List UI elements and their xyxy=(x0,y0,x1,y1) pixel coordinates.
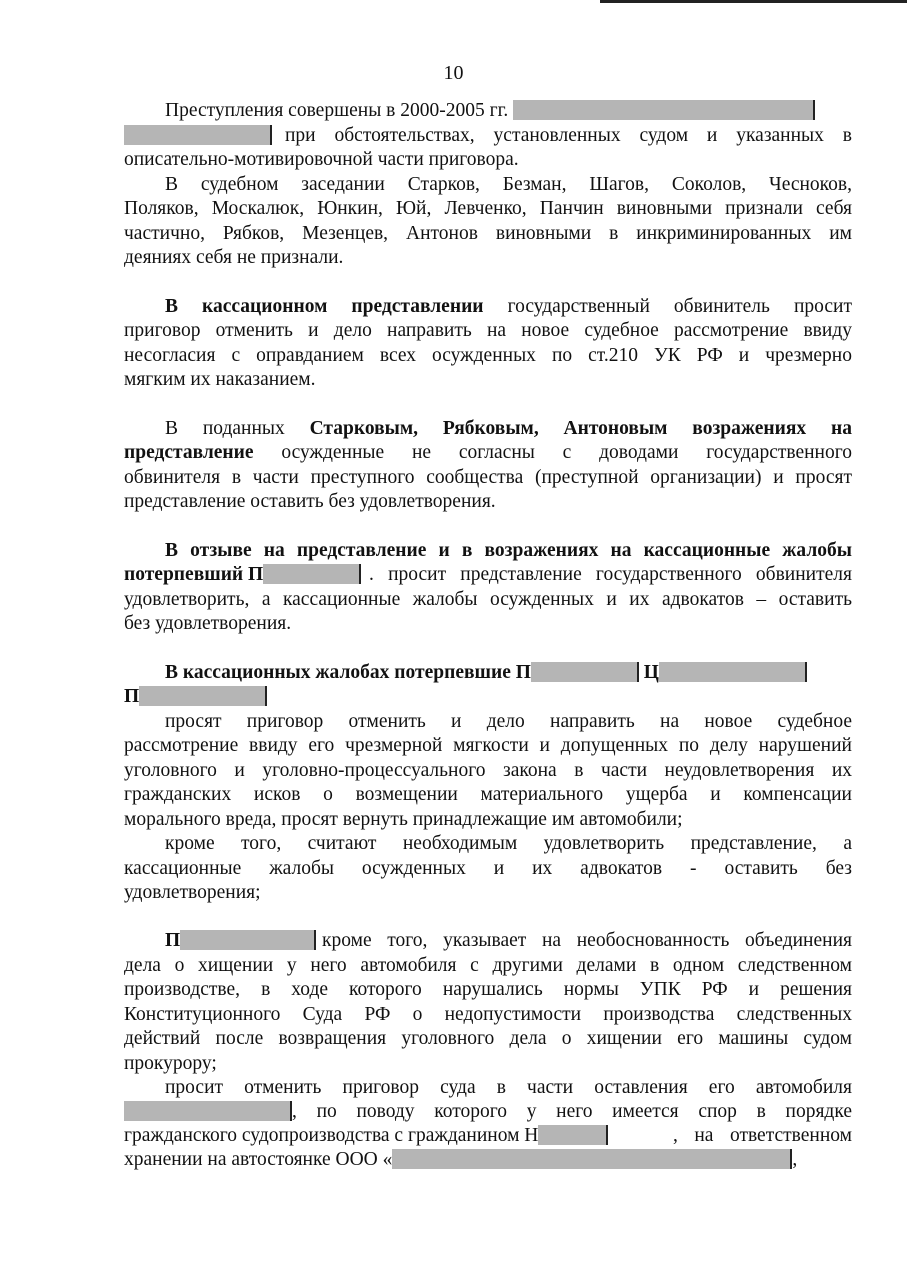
p7-line-6: прокурору; xyxy=(124,1053,217,1074)
p5-line-4: без удовлетворения. xyxy=(124,613,292,634)
top-border-line xyxy=(600,0,907,3)
p6-line-10: удовлетворения; xyxy=(124,882,261,903)
p2-line-2: Поляков, Москалюк, Юнкин, Юй, Левченко, Панчин виновными признали себя xyxy=(124,198,852,219)
p1-line-1: Преступления совершены в 2000-2005 гг. xyxy=(165,99,815,123)
p6-line-9: кассационные жалобы осужденных и их адвокатов - оставить без xyxy=(124,858,852,879)
p2-line-1: В судебном заседании Старков, Безман, Шагов, Соколов, Чесноков, xyxy=(165,174,852,195)
p7-line-4: Конституционного Суда РФ о недопустимости производства следственных xyxy=(124,1004,852,1025)
redaction-box xyxy=(392,1149,792,1169)
p1-line-2-text: при обстоятельствах, установленных судом и указанных в xyxy=(285,125,852,146)
p6-line-5: уголовного и уголовно-процессуального закона в части неудовлетворения их xyxy=(124,760,852,781)
page-number: 10 xyxy=(443,62,464,84)
redaction-box xyxy=(180,930,316,950)
p7-line-2: дела о хищении у него автомобиля с другими делами в одном следственном xyxy=(124,955,852,976)
p3-line-1: В кассационном представлении государственный обвинитель просит xyxy=(165,296,852,317)
redaction-box xyxy=(124,125,272,145)
p4-line-4: представление оставить без удовлетворения. xyxy=(124,491,496,512)
p6-line-4: рассмотрение ввиду его чрезмерной мягкости и допущенных по делу нарушений xyxy=(124,735,852,756)
p1-line-3: описательно-мотивировочной части приговора. xyxy=(124,149,519,170)
p7-line-1-text: кроме того, указывает на необоснованность объединения xyxy=(322,930,852,951)
p8-line-3-text: , на ответственном xyxy=(673,1125,852,1146)
p8-line-2-start xyxy=(124,1100,292,1124)
p4-line-2: представление осужденные не согласны с доводами государственного xyxy=(124,442,853,463)
redaction-box xyxy=(538,1125,608,1145)
p5-line-3: удовлетворить, а кассационные жалобы осужденных и их адвокатов – оставить xyxy=(124,589,852,610)
redaction-box xyxy=(139,686,267,706)
p1-line-2 xyxy=(124,124,272,148)
p2-line-4: деяниях себя не признали. xyxy=(124,247,344,268)
p7-line-5: действий после возвращения уголовного дела о хищении его машины судом xyxy=(124,1028,852,1049)
p7-line-3: производстве, в ходе которого нарушались нормы УПК РФ и решения xyxy=(124,979,852,1000)
p3-line-3: несогласия с оправданием всех осужденных по ст.210 УК РФ и чрезмерно xyxy=(124,345,852,366)
p6-line-8: кроме того, считают необходимым удовлетворить представление, а xyxy=(165,833,852,854)
redaction-box xyxy=(263,564,361,584)
p6-line-1: В кассационных жалобах потерпевшие П Ц xyxy=(165,661,807,685)
p2-line-3: частично, Рябков, Мезенцев, Антонов виновными в инкриминированных им xyxy=(124,223,852,244)
redaction-box xyxy=(531,662,639,682)
p8-line-4: хранении на автостоянке ООО « , xyxy=(124,1149,798,1170)
p7-line-1-start: П xyxy=(165,929,316,953)
p6-line-3: просят приговор отменить и дело направить на новое судебное xyxy=(165,711,852,732)
p8-line-3-start: гражданского судопроизводства с гражданином Н xyxy=(124,1124,608,1148)
p8-line-1: просит отменить приговор суда в части оставления его автомобиля xyxy=(165,1077,852,1098)
p3-line-4: мягким их наказанием. xyxy=(124,369,316,390)
p4-line-3: обвинителя в части преступного сообщества (преступной организации) и просят xyxy=(124,467,852,488)
p5-line-2-text: . просит представление государственного обвинителя xyxy=(369,564,852,585)
p4-line-1: В поданных Старковым, Рябковым, Антоновым возражениях на xyxy=(165,418,852,439)
p8-line-2-text: , по поводу которого у него имеется спор в порядке xyxy=(292,1101,852,1122)
redaction-box xyxy=(124,1101,292,1121)
p6-line-6: гражданских исков о возмещении материального ущерба и компенсации xyxy=(124,784,852,805)
redaction-box xyxy=(659,662,807,682)
p3-line-2: приговор отменить и дело направить на новое судебное рассмотрение ввиду xyxy=(124,320,852,341)
p5-line-1: В отзыве на представление и в возражениях на кассационные жалобы xyxy=(165,540,852,561)
redaction-box xyxy=(513,100,815,120)
p6-line-2: П xyxy=(124,685,267,709)
p6-line-7: морального вреда, просят вернуть принадлежащие им автомобили; xyxy=(124,809,683,830)
p5-line-2-start: потерпевший П xyxy=(124,563,361,587)
